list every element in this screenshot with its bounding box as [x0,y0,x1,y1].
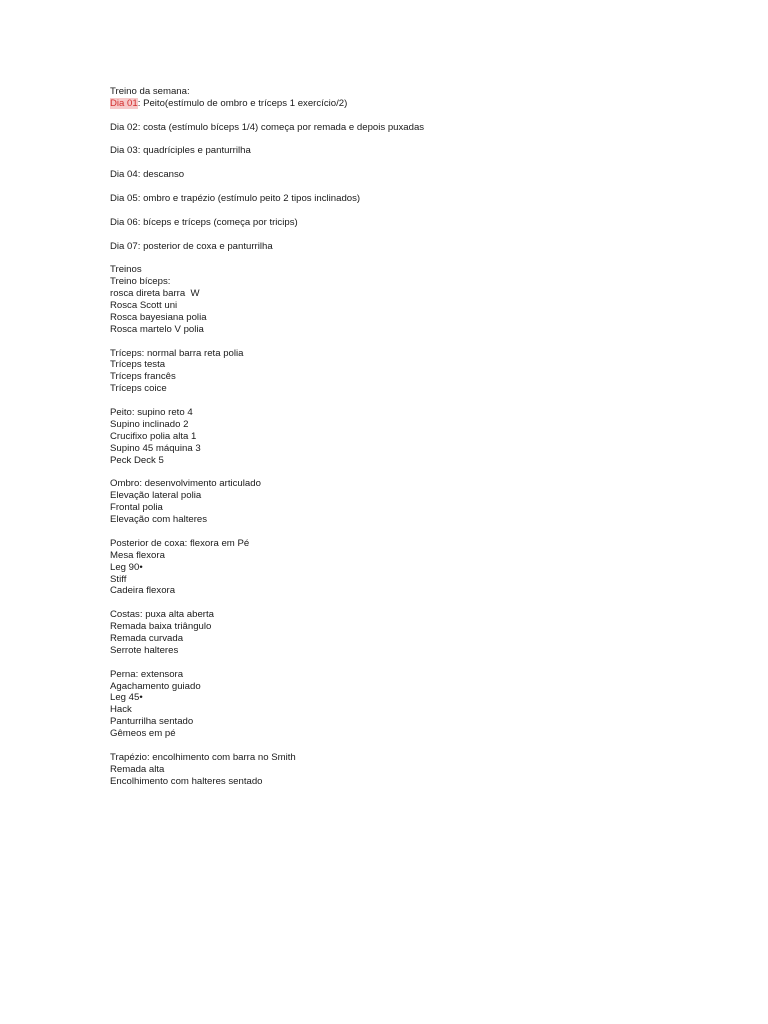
exercise-line: Crucifixo polia alta 1 [110,430,197,442]
workout-group-heading: Tríceps: normal barra reta polia [110,347,244,359]
exercise-line: Rosca Scott uni [110,300,178,312]
exercise-line: Gêmeos em pé [110,728,176,740]
workout-group [110,348,710,396]
day-description: : bíceps e tríceps (começa por tricips) [137,216,298,228]
exercise-line: Rosca martelo V polia [110,323,204,335]
exercise-line: Supino 45 máquina 3 [110,442,201,454]
day-description: : ombro e trapézio (estímulo peito 2 tipos inclinados) [137,193,361,205]
week-day-1 [110,98,710,110]
exercise-line: Tríceps francês [110,371,176,383]
day-description: : descanso [137,169,185,181]
exercise-line: Panturrilha sentado [110,716,194,728]
exercise-line: rosca direta barra W [110,288,200,300]
workout-groups [110,276,710,787]
workout-group-heading: Peito: supino reto 4 [110,407,193,419]
exercise-line: Elevação com halteres [110,514,208,526]
exercise-line: Encolhimento com halteres sentado [110,775,263,787]
workout-group-heading: Costas: puxa alta aberta [110,609,214,621]
week-day-3 [110,145,710,157]
exercise-line: Remada alta [110,763,165,775]
exercise-line: Cadeira flexora [110,585,176,597]
exercise-line: Serrote halteres [110,644,179,656]
workout-group [110,478,710,526]
exercise-line: Peck Deck 5 [110,454,164,466]
day-label: Dia 04 [110,169,138,181]
workout-group-heading: Posterior de coxa: flexora em Pé [110,537,250,549]
exercise-line: Elevação lateral polia [110,490,202,502]
exercise-line: Agachamento guiado [110,680,201,692]
exercise-line: Tríceps testa [110,359,166,371]
day-label: Dia 07 [110,240,138,252]
day-label: Dia 02 [110,121,138,133]
day-label: Dia 03 [110,145,138,157]
document-title: Treino da semana: [110,86,190,97]
week-day-5 [110,193,710,205]
treinos-heading: Treinos [110,264,142,276]
day-description: : costa (estímulo bíceps 1/4) começa por remada e depois puxadas [137,121,425,133]
day-label: Dia 05 [110,193,138,205]
workout-group [110,669,710,740]
exercise-line: Mesa flexora [110,549,165,561]
workout-group-heading: Treino bíceps: [110,276,171,288]
exercise-line: Tríceps coice [110,383,167,395]
exercise-line: Rosca bayesiana polia [110,311,207,323]
week-day-6 [110,217,710,229]
week-day-7 [110,241,710,253]
workout-group [110,407,710,466]
exercise-line: Leg 45• [110,692,143,704]
exercise-line: Leg 90• [110,561,143,573]
exercise-line: Frontal polia [110,502,163,514]
day-label: Dia 06 [110,216,138,228]
workout-group [110,538,710,597]
workout-group [110,752,710,788]
workout-group [110,609,710,657]
week-day-2 [110,122,710,134]
week-day-4 [110,169,710,181]
document-page [110,86,710,788]
workout-group-heading: Trapézio: encolhimento com barra no Smith [110,751,296,763]
day-description: : quadríciples e panturrilha [137,145,251,157]
exercise-line: Hack [110,704,132,716]
workout-group-heading: Ombro: desenvolvimento articulado [110,478,261,490]
exercise-line: Remada baixa triângulo [110,621,212,633]
workout-group-heading: Perna: extensora [110,668,184,680]
exercise-line: Supino inclinado 2 [110,418,189,430]
workout-group [110,276,710,335]
day-label-highlighted: Dia 01 [110,97,138,109]
exercise-line: Remada curvada [110,632,184,644]
day-description: : Peito(estímulo de ombro e tríceps 1 exercício/2) [137,97,348,109]
exercise-line: Stiff [110,573,127,585]
day-description: : posterior de coxa e panturrilha [137,240,273,252]
